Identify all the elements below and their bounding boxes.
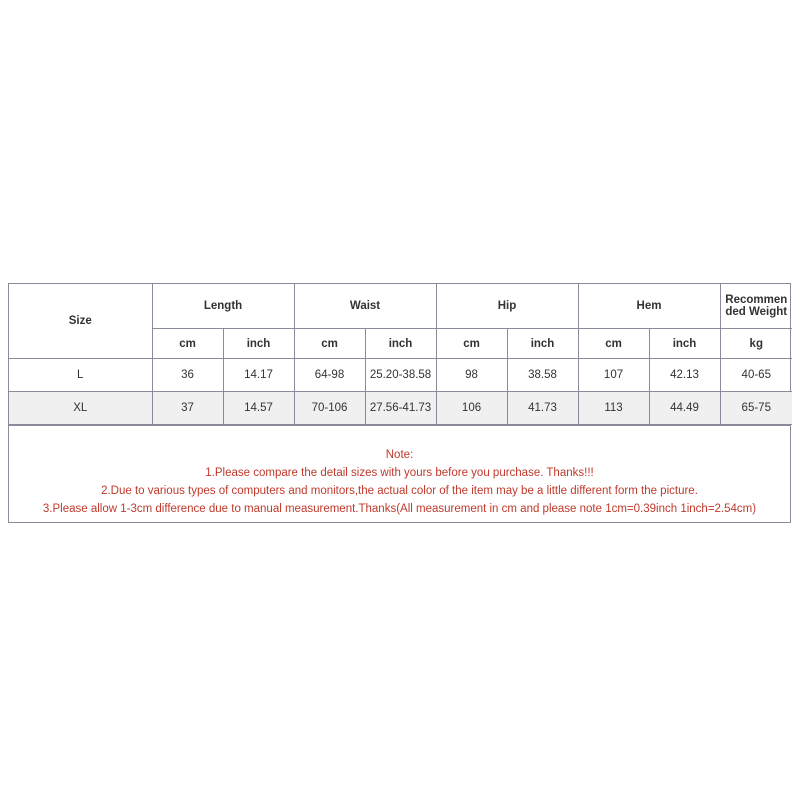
table-cell: 14.17: [223, 359, 294, 392]
unit-hem-cm: cm: [578, 329, 649, 359]
unit-waist-cm: cm: [294, 329, 365, 359]
table-cell: 37: [152, 392, 223, 425]
unit-length-cm: cm: [152, 329, 223, 359]
size-cell: XL: [9, 392, 152, 425]
table-cell: 27.56-41.73: [365, 392, 436, 425]
table-cell: 41.73: [507, 392, 578, 425]
table-cell: 65-75: [720, 392, 792, 425]
table-cell: 70-106: [294, 392, 365, 425]
header-size: Size: [9, 284, 152, 359]
unit-hip-inch: inch: [507, 329, 578, 359]
table-cell: 107: [578, 359, 649, 392]
table-cell: 106: [436, 392, 507, 425]
unit-hip-cm: cm: [436, 329, 507, 359]
table-cell: 64-98: [294, 359, 365, 392]
note-line: 1.Please compare the detail sizes with yours before you purchase. Thanks!!!: [205, 467, 594, 479]
note-line: 3.Please allow 1-3cm difference due to manual measurement.Thanks(All measurement in cm and please note 1cm=0.39inch 1inch=2.54cm): [42, 503, 757, 515]
size-cell: L: [9, 359, 152, 392]
notes-title: Note:: [385, 449, 414, 461]
unit-waist-inch: inch: [365, 329, 436, 359]
table-cell: 44.49: [649, 392, 720, 425]
header-waist: Waist: [294, 284, 436, 329]
notes-section: [9, 425, 790, 522]
header-hip: Hip: [436, 284, 578, 329]
size-table: [9, 284, 792, 425]
size-chart: [8, 283, 791, 523]
table-cell: 25.20-38.58: [365, 359, 436, 392]
table-cell: 38.58: [507, 359, 578, 392]
table-cell: 42.13: [649, 359, 720, 392]
table-cell: 14.57: [223, 392, 294, 425]
table-cell: 113: [578, 392, 649, 425]
table-row: [9, 392, 792, 425]
header-hem: Hem: [578, 284, 720, 329]
header-recommended-weight: Recommended Weight: [720, 284, 792, 329]
table-cell: 40-65: [720, 359, 792, 392]
unit-length-inch: inch: [223, 329, 294, 359]
unit-weight-kg: kg: [720, 329, 792, 359]
table-cell: 98: [436, 359, 507, 392]
table-row: [9, 359, 792, 392]
header-length: Length: [152, 284, 294, 329]
header-group-row: [9, 284, 792, 329]
note-line: 2.Due to various types of computers and monitors,the actual color of the item may be a little different form the picture.: [101, 485, 698, 497]
unit-hem-inch: inch: [649, 329, 720, 359]
table-cell: 36: [152, 359, 223, 392]
